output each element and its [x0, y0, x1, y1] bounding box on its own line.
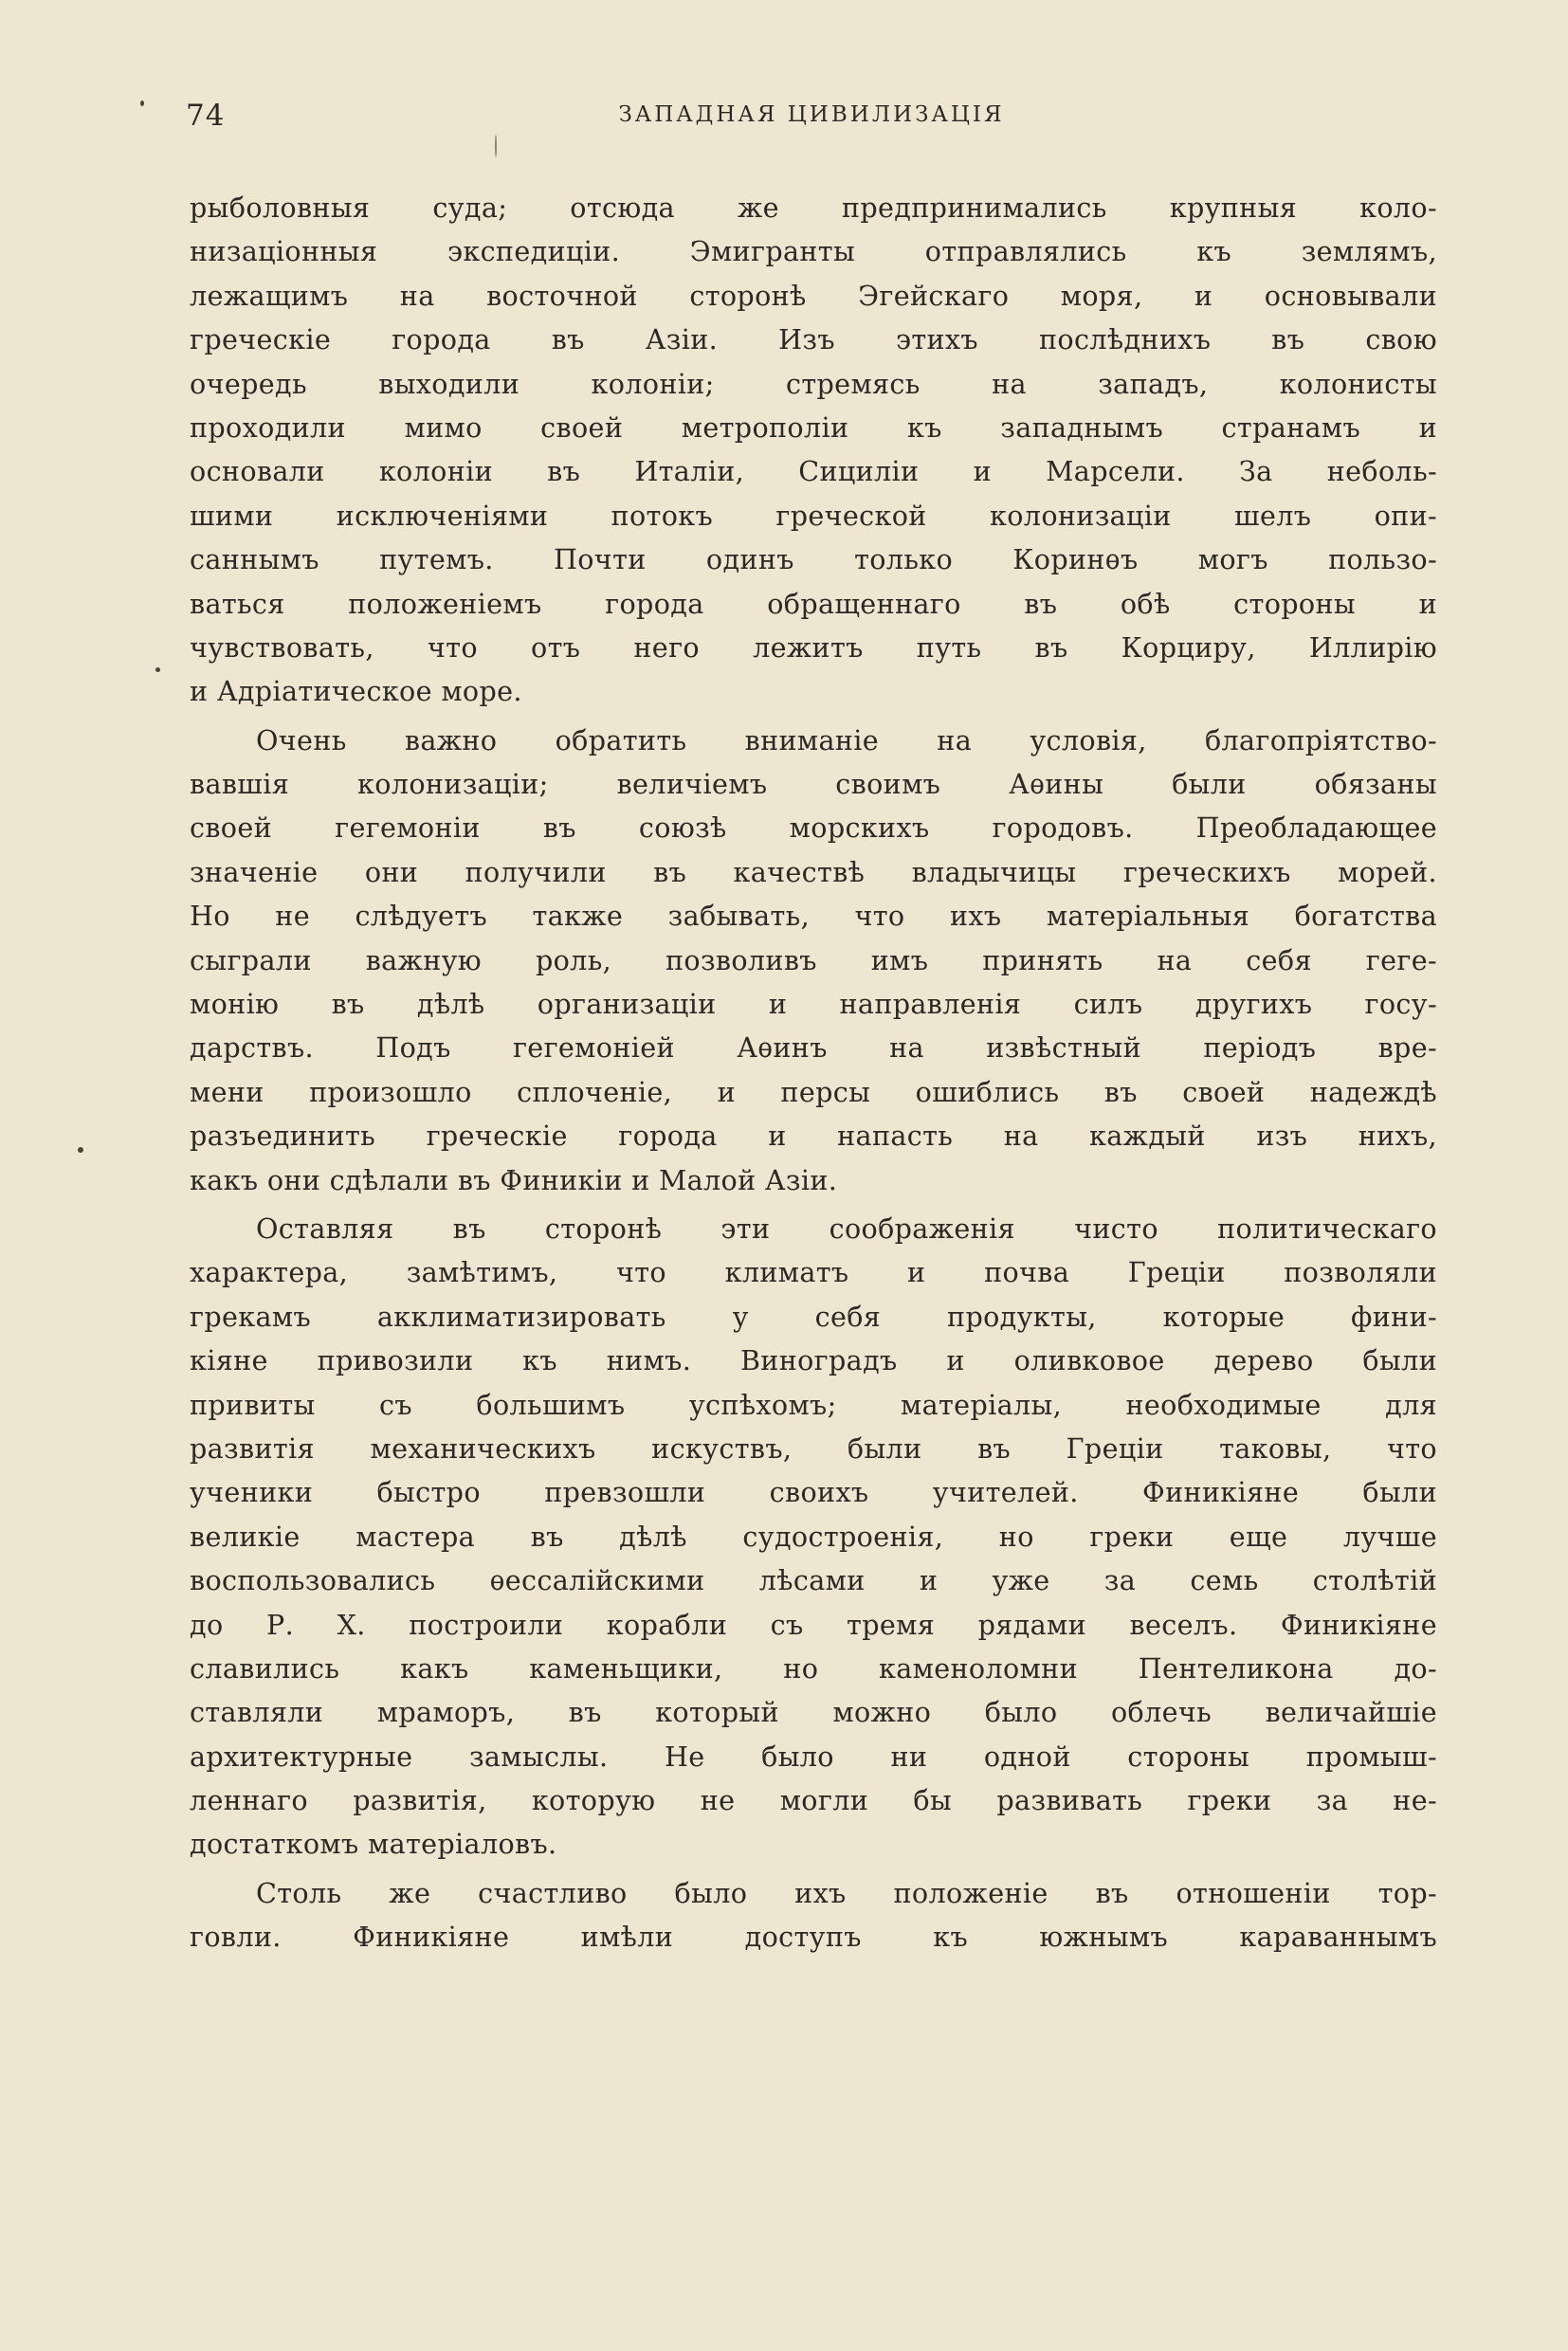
text-line: рыболовныя суда; отсюда же предпринимались крупныя коло-: [190, 191, 1437, 224]
text-line: развитія механическихъ искуствъ, были въ Греціи таковы, что: [190, 1431, 1437, 1465]
text-line: вавшія колонизаціи; величіемъ своимъ Аѳины были обязаны: [190, 768, 1437, 801]
text-line: какъ они сдѣлали въ Финикіи и Малой Азіи.: [190, 1163, 838, 1196]
text-line: кіяне привозили къ нимъ. Виноградъ и оливковое дерево были: [190, 1344, 1437, 1377]
paragraph: [190, 1207, 1437, 1867]
text-line: шими исключеніями потокъ греческой колонизаціи шелъ опи-: [190, 499, 1437, 532]
text-line: значеніе они получили въ качествѣ владычицы греческихъ морей.: [190, 855, 1437, 888]
text-line: и Адріатическое море.: [190, 675, 522, 708]
text-line: сыграли важную роль, позволивъ имъ принять на себя геге-: [190, 943, 1437, 976]
text-line: славились какъ каменьщики, но каменоломни Пентеликона до-: [190, 1651, 1437, 1685]
text-line: Очень важно обратить вниманіе на условія, благопріятство-: [256, 723, 1437, 756]
text-line: мени произошло сплоченіе, и персы ошиблись въ своей надеждѣ: [190, 1075, 1437, 1108]
margin-speck: [495, 135, 497, 157]
text-line: проходили мимо своей метрополіи къ западнымъ странамъ и: [190, 410, 1437, 444]
text-line: саннымъ путемъ. Почти одинъ только Коринѳъ могъ пользо-: [190, 543, 1437, 576]
text-line: монію въ дѣлѣ организаціи и направленія силъ другихъ госу-: [190, 988, 1437, 1021]
page-header: [186, 99, 1437, 146]
text-line: характера, замѣтимъ, что климатъ и почва Греціи позволяли: [190, 1256, 1437, 1289]
text-line: греческіе города въ Азіи. Изъ этихъ послѣднихъ въ свою: [190, 323, 1437, 356]
text-line: Оставляя въ сторонѣ эти соображенія чисто политическаго: [256, 1212, 1437, 1245]
text-line: низаціонныя экспедиціи. Эмигранты отправлялись къ землямъ,: [190, 235, 1437, 268]
running-head: ЗАПАДНАЯ ЦИВИЛИЗАЦІЯ: [618, 102, 1005, 127]
paragraph: [190, 1871, 1437, 1959]
text-line: леннаго развитія, которую не могли бы развивать греки за не-: [190, 1784, 1437, 1817]
text-line: разъединить греческіе города и напасть на каждый изъ нихъ,: [190, 1120, 1437, 1153]
body-text: [190, 186, 1437, 1964]
text-line: своей гегемоніи въ союзѣ морскихъ городовъ. Преобладающее: [190, 811, 1437, 845]
text-line: Столь же счастливо было ихъ положеніе въ отношеніи тор-: [256, 1876, 1437, 1909]
page-number: 74: [186, 99, 226, 133]
paragraph: [190, 186, 1437, 714]
text-line: Но не слѣдуетъ также забывать, что ихъ матеріальныя богатства: [190, 900, 1437, 933]
text-line: ученики быстро превзошли своихъ учителей. Финикіяне были: [190, 1476, 1437, 1509]
text-line: очередь выходили колоніи; стремясь на западъ, колонисты: [190, 367, 1437, 400]
text-line: великіе мастера въ дѣлѣ судостроенія, но греки еще лучше: [190, 1520, 1437, 1553]
text-line: говли. Финикіяне имѣли доступъ къ южнымъ караваннымъ: [190, 1921, 1437, 1954]
text-line: до Р. Х. построили корабли съ тремя рядами веселъ. Финикіяне: [190, 1608, 1437, 1641]
paragraph: [190, 719, 1437, 1202]
text-line: дарствъ. Подъ гегемоніей Аѳинъ на извѣстный періодъ вре-: [190, 1031, 1437, 1065]
text-line: основали колоніи въ Италіи, Сициліи и Марсели. За неболь-: [190, 455, 1437, 488]
text-line: воспользовались ѳессалійскими лѣсами и уже за семь столѣтій: [190, 1564, 1437, 1597]
text-line: ставляли мраморъ, въ который можно было облечь величайшіе: [190, 1696, 1437, 1729]
text-line: достаткомъ матеріаловъ.: [190, 1828, 557, 1861]
text-line: привиты съ большимъ успѣхомъ; матеріалы, необходимые для: [190, 1388, 1437, 1421]
text-line: грекамъ акклиматизировать у себя продукты, которые фини-: [190, 1300, 1437, 1333]
text-line: лежащимъ на восточной сторонѣ Эгейскаго моря, и основывали: [190, 279, 1437, 312]
margin-speck: [78, 1147, 83, 1153]
margin-speck: [140, 100, 144, 106]
text-line: архитектурные замыслы. Не было ни одной стороны промыш-: [190, 1740, 1437, 1773]
text-line: чувствовать, что отъ него лежитъ путь въ Корциру, Иллирію: [190, 630, 1437, 664]
text-line: ваться положеніемъ города обращеннаго въ обѣ стороны и: [190, 587, 1437, 620]
margin-speck: [155, 667, 160, 672]
